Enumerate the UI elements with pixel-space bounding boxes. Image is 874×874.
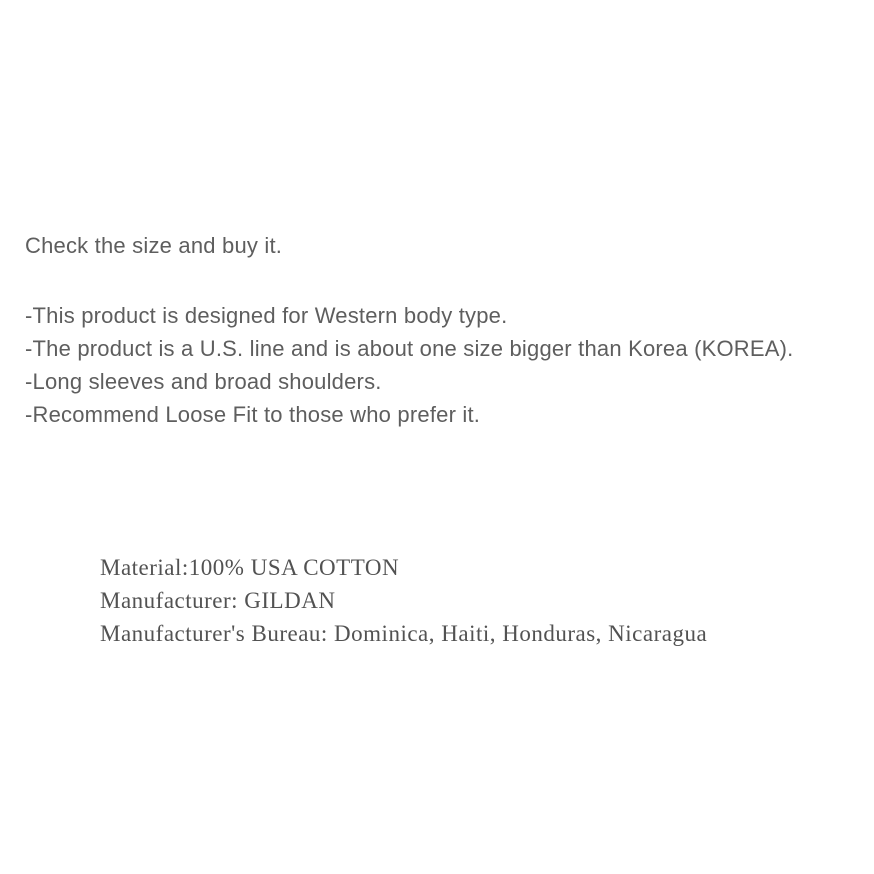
note-loose-fit: -Recommend Loose Fit to those who prefer it. (25, 402, 481, 427)
note-western-body-type: -This product is designed for Western body type. (25, 303, 508, 328)
manufacturer-line: Manufacturer: GILDAN (100, 588, 336, 613)
note-long-sleeves: -Long sleeves and broad shoulders. (25, 369, 382, 394)
note-us-line-sizing: -The product is a U.S. line and is about one size bigger than Korea (KOREA). (25, 336, 794, 361)
size-check-heading: Check the size and buy it. (25, 233, 283, 258)
manufacturing-details-section (100, 551, 707, 650)
manufacturer-bureau-line: Manufacturer's Bureau: Dominica, Haiti, Honduras, Nicaragua (100, 621, 708, 646)
size-guide-section (25, 231, 794, 427)
material-line: Material:100% USA COTTON (100, 555, 400, 580)
product-notes-list (25, 299, 874, 431)
